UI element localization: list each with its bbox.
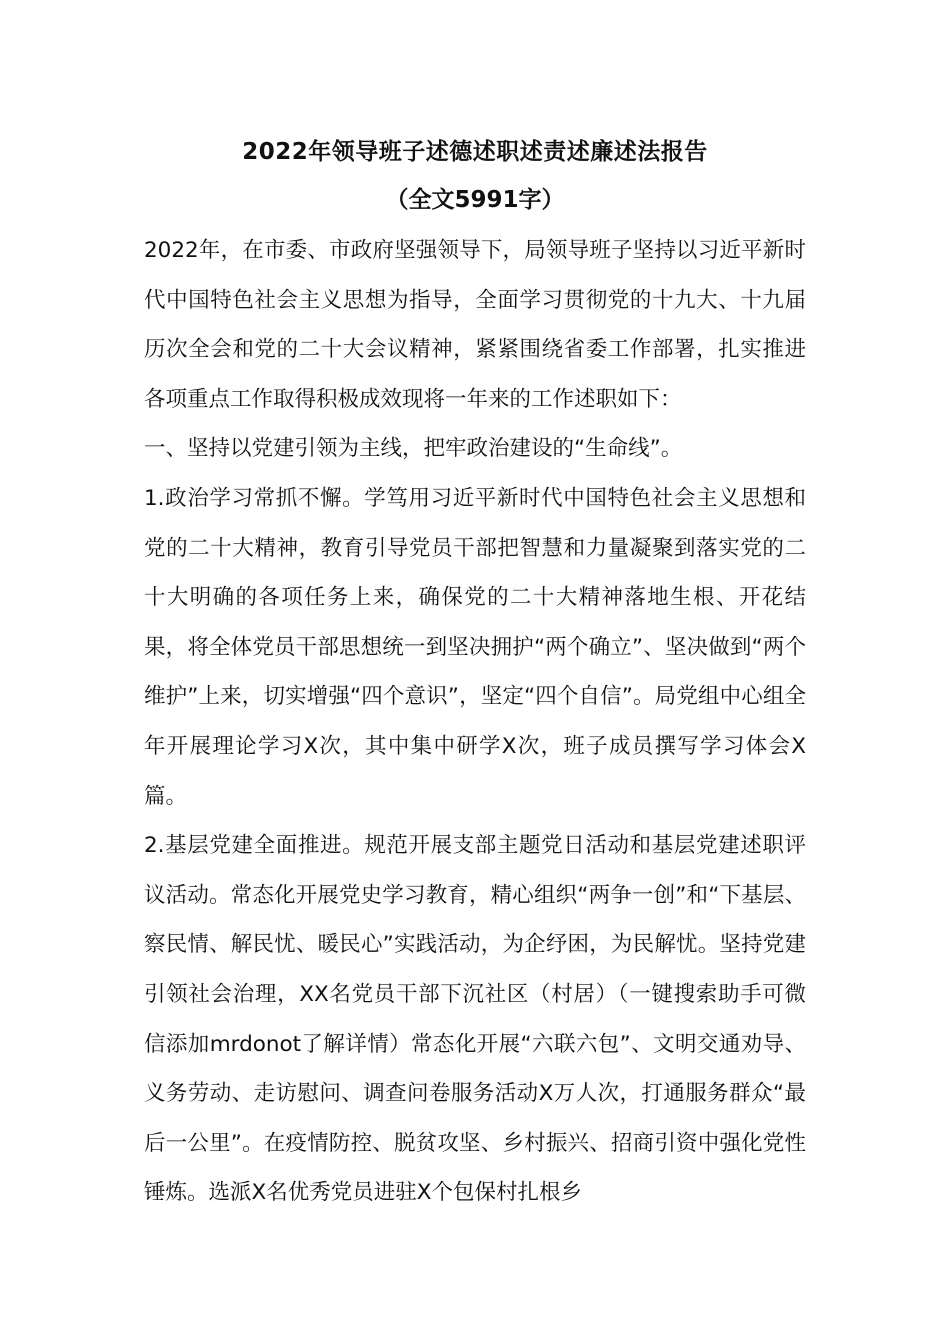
paragraph-grassroots-party: 2.基层党建全面推进。规范开展支部主题党日活动和基层党建述职评议活动。常态化开展党史学习教育，精心组织“两争一创”和“下基层、察民情、解民忧、暖民心”实践活动，为企纾困，为民解忧。坚持党建引领社会治理，XX名党员干部下沉社区（村居）（一键搜索助手可微信添加mrdonot了解详情）常态化开展“六联六包”、文明交通劝导、义务劳动、走访慰问、调查问卷服务活动X万人次，打通服务群众“最后一公里”。在疫情防控、脱贫攻坚、乡村振兴、招商引资中强化党性锤炼。选派X名优秀党员进驻X个包保村扎根乡 <box>144 833 806 1206</box>
document-subtitle: （全文5991字） <box>385 187 565 213</box>
document-title: 2022年领导班子述德述职述责述廉述法报告 <box>242 139 708 165</box>
paragraph-section-heading: 一、坚持以党建引领为主线，把牢政治建设的“生命线”。 <box>144 436 683 462</box>
paragraph-intro: 2022年，在市委、市政府坚强领导下，局领导班子坚持以习近平新时代中国特色社会主义思想为指导，全面学习贯彻党的十九大、十九届历次全会和党的二十大会议精神，紧紧围绕省委工作部署，扎实推进各项重点工作取得积极成效现将一年来的工作述职如下： <box>144 238 806 412</box>
paragraph-political-study: 1.政治学习常抓不懈。学笃用习近平新时代中国特色社会主义思想和党的二十大精神，教育引导党员干部把智慧和力量凝聚到落实党的二十大明确的各项任务上来，确保党的二十大精神落地生根、开花结果，将全体党员干部思想统一到坚决拥护“两个确立”、坚决做到“两个维护”上来，切实增强“四个意识”，坚定“四个自信”。局党组中心组全年开展理论学习X次，其中集中研学X次，班子成员撰写学习体会X篇。 <box>144 485 806 809</box>
document-page <box>144 128 806 1218</box>
